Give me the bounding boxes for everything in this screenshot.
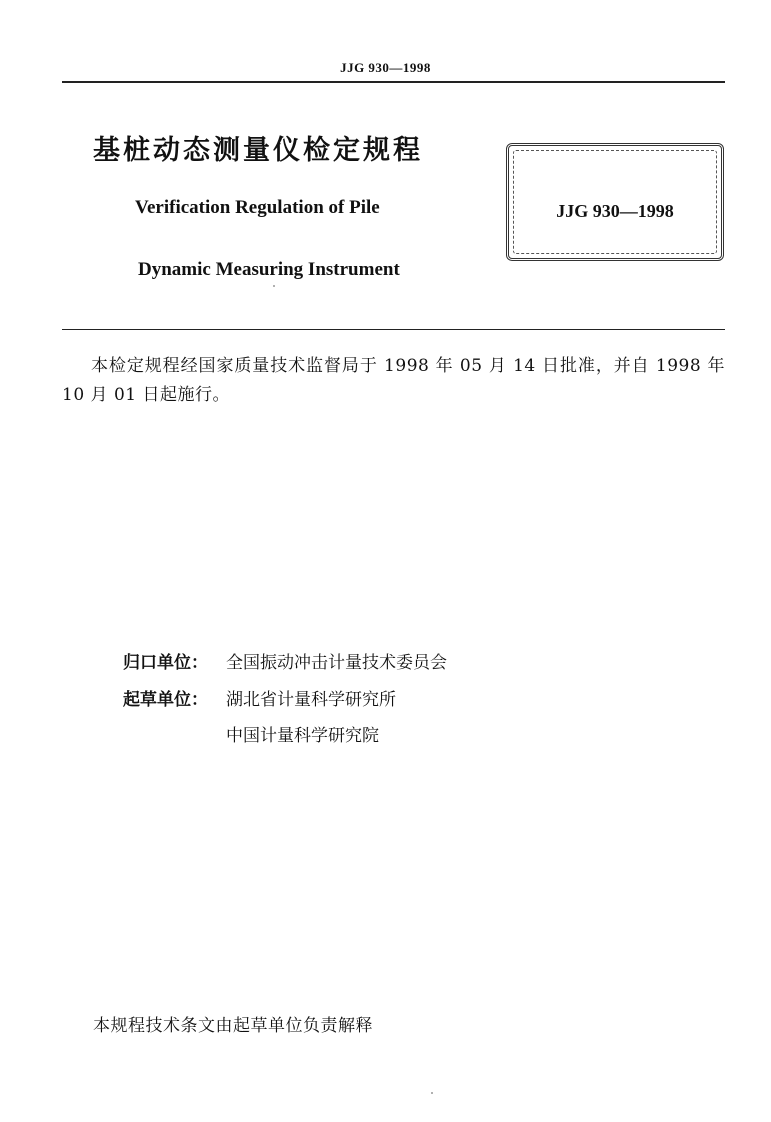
responsible-unit-row	[123, 648, 447, 673]
drafting-unit-row-2	[226, 721, 379, 746]
standard-code-badge	[506, 143, 724, 261]
drafting-unit-value-2: 中国计量科学研究院	[226, 726, 379, 746]
scan-speck	[431, 1092, 433, 1094]
english-title-line-2: Dynamic Measuring Instrument	[138, 259, 400, 280]
header-divider	[62, 81, 725, 83]
scan-speck	[273, 285, 275, 287]
header-standard-code: JJG 930—1998	[340, 60, 431, 75]
drafting-unit-row	[123, 685, 396, 710]
responsible-unit-value: 全国振动冲击计量技术委员会	[226, 653, 447, 673]
interpretation-note: 本规程技术条文由起草单位负责解释	[93, 1016, 373, 1036]
section-divider	[62, 329, 725, 330]
approval-statement: 本检定规程经国家质量技术监督局于 1998 年 05 月 14 日批准，并自 1998 年 10 月 01 日起施行。	[62, 356, 725, 405]
english-title-line-1: Verification Regulation of Pile	[135, 197, 380, 218]
responsible-unit-label: 归口单位：	[123, 653, 208, 673]
drafting-unit-value-1: 湖北省计量科学研究所	[226, 690, 396, 710]
badge-code: JJG 930—1998	[556, 201, 674, 221]
drafting-unit-label: 起草单位：	[123, 690, 208, 710]
chinese-title: 基桩动态测量仪检定规程	[93, 135, 423, 166]
